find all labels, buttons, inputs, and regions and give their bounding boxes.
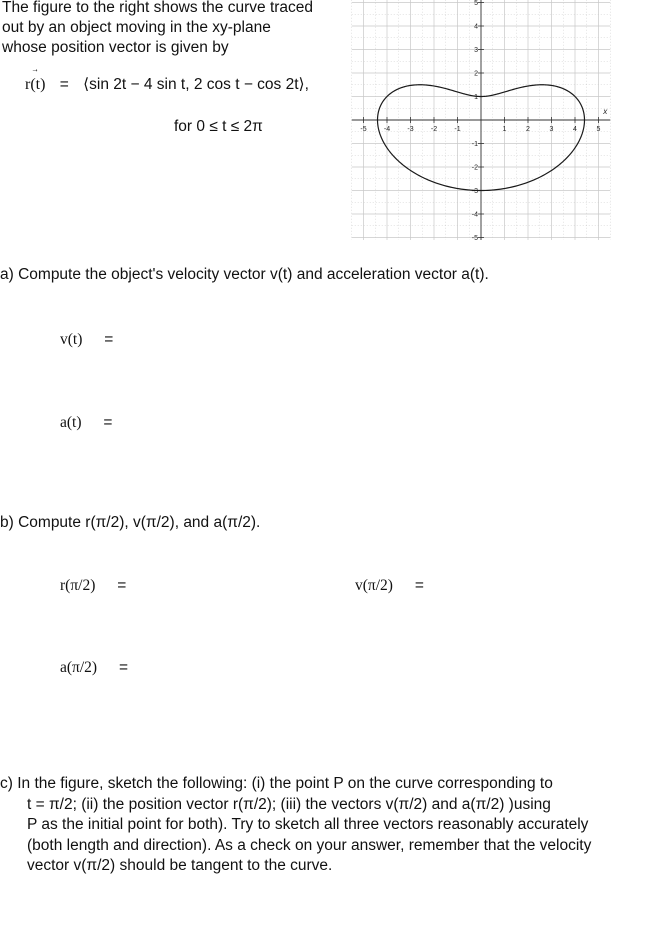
position-equation (25, 75, 309, 94)
r-half-pi-label: r(π/2) (60, 577, 96, 594)
x-tick-label: -1 (454, 126, 461, 133)
graph-axes (352, 0, 611, 240)
a-half-pi-answer-row (60, 659, 128, 677)
x-tick-label: 4 (573, 126, 577, 133)
y-tick-label: -4 (471, 211, 478, 219)
y-tick-label: 1 (474, 94, 478, 101)
position-rhs: ⟨sin 2t − 4 sin t, 2 cos t − cos 2t⟩, (83, 76, 309, 93)
velocity-label: v(t) (60, 331, 83, 348)
part-b-prompt (0, 514, 260, 532)
x-tick-label: -4 (383, 126, 391, 133)
intro-paragraph (2, 0, 332, 58)
part-a-text: a) Compute the object's velocity vector v(t) and acceleration vector a(t). (0, 266, 489, 283)
x-tick-label: 2 (526, 126, 530, 133)
r-half-pi-answer-row (60, 577, 126, 595)
y-tick-label: 3 (474, 47, 478, 54)
acceleration-label: a(t) (60, 414, 82, 431)
x-tick-label: -3 (407, 126, 414, 133)
part-c-line-3: P as the initial point for both). Try to sketch all three vectors reasonably accurately (27, 816, 589, 833)
y-tick-label: 5 (474, 0, 478, 7)
acceleration-equals: = (103, 414, 113, 431)
a-half-pi-equals: = (118, 659, 129, 676)
a-half-pi-label: a(π/2) (60, 659, 98, 676)
velocity-answer-row (60, 331, 113, 349)
y-tick-label: 2 (474, 70, 478, 78)
y-tick-label: -3 (471, 188, 478, 195)
x-tick-label: -5 (360, 126, 367, 133)
part-c-line-5: vector v(π/2) should be tangent to the curve. (27, 857, 333, 874)
x-tick-label: 1 (502, 126, 507, 133)
r-half-pi-equals: = (117, 577, 127, 594)
x-tick-label: -2 (430, 126, 438, 133)
v-half-pi-label: v(π/2) (355, 577, 393, 594)
equation-equals: = (59, 76, 69, 93)
parameter-range: for 0 ≤ t ≤ 2π (174, 118, 263, 135)
intro-line-1: The figure to the right shows the curve traced (2, 0, 314, 16)
position-lhs: → r(t) (25, 76, 45, 93)
x-tick-label: 3 (549, 126, 554, 133)
velocity-equals: = (104, 331, 114, 348)
y-tick-label: -5 (471, 235, 478, 240)
part-b-text: b) Compute r(π/2), v(π/2), and a(π/2). (0, 514, 261, 531)
part-c-line-1: c) In the figure, sketch the following: (i) the point P on the curve corresponding to (0, 775, 553, 792)
intro-line-3: whose position vector is given by (2, 39, 229, 56)
x-tick-label: 5 (596, 126, 601, 133)
y-tick-label: 4 (474, 23, 478, 31)
curve-graph (344, 0, 619, 240)
v-half-pi-equals: = (414, 577, 424, 594)
part-c-line-4: (both length and direction). As a check on your answer, remember that the velocity (27, 836, 592, 854)
x-axis-label: x (603, 107, 608, 116)
intro-line-2: out by an object moving in the xy-plane (2, 19, 271, 36)
y-tick-label: -1 (471, 141, 478, 148)
part-c-line-2: t = π/2; (ii) the position vector r(π/2); (iii) the vectors v(π/2) and a(π/2) )using (27, 795, 551, 813)
y-tick-label: -2 (471, 164, 478, 172)
acceleration-answer-row (60, 414, 112, 432)
part-a-prompt (0, 266, 489, 284)
part-c-prompt (0, 774, 632, 877)
v-half-pi-answer-row (355, 577, 424, 595)
